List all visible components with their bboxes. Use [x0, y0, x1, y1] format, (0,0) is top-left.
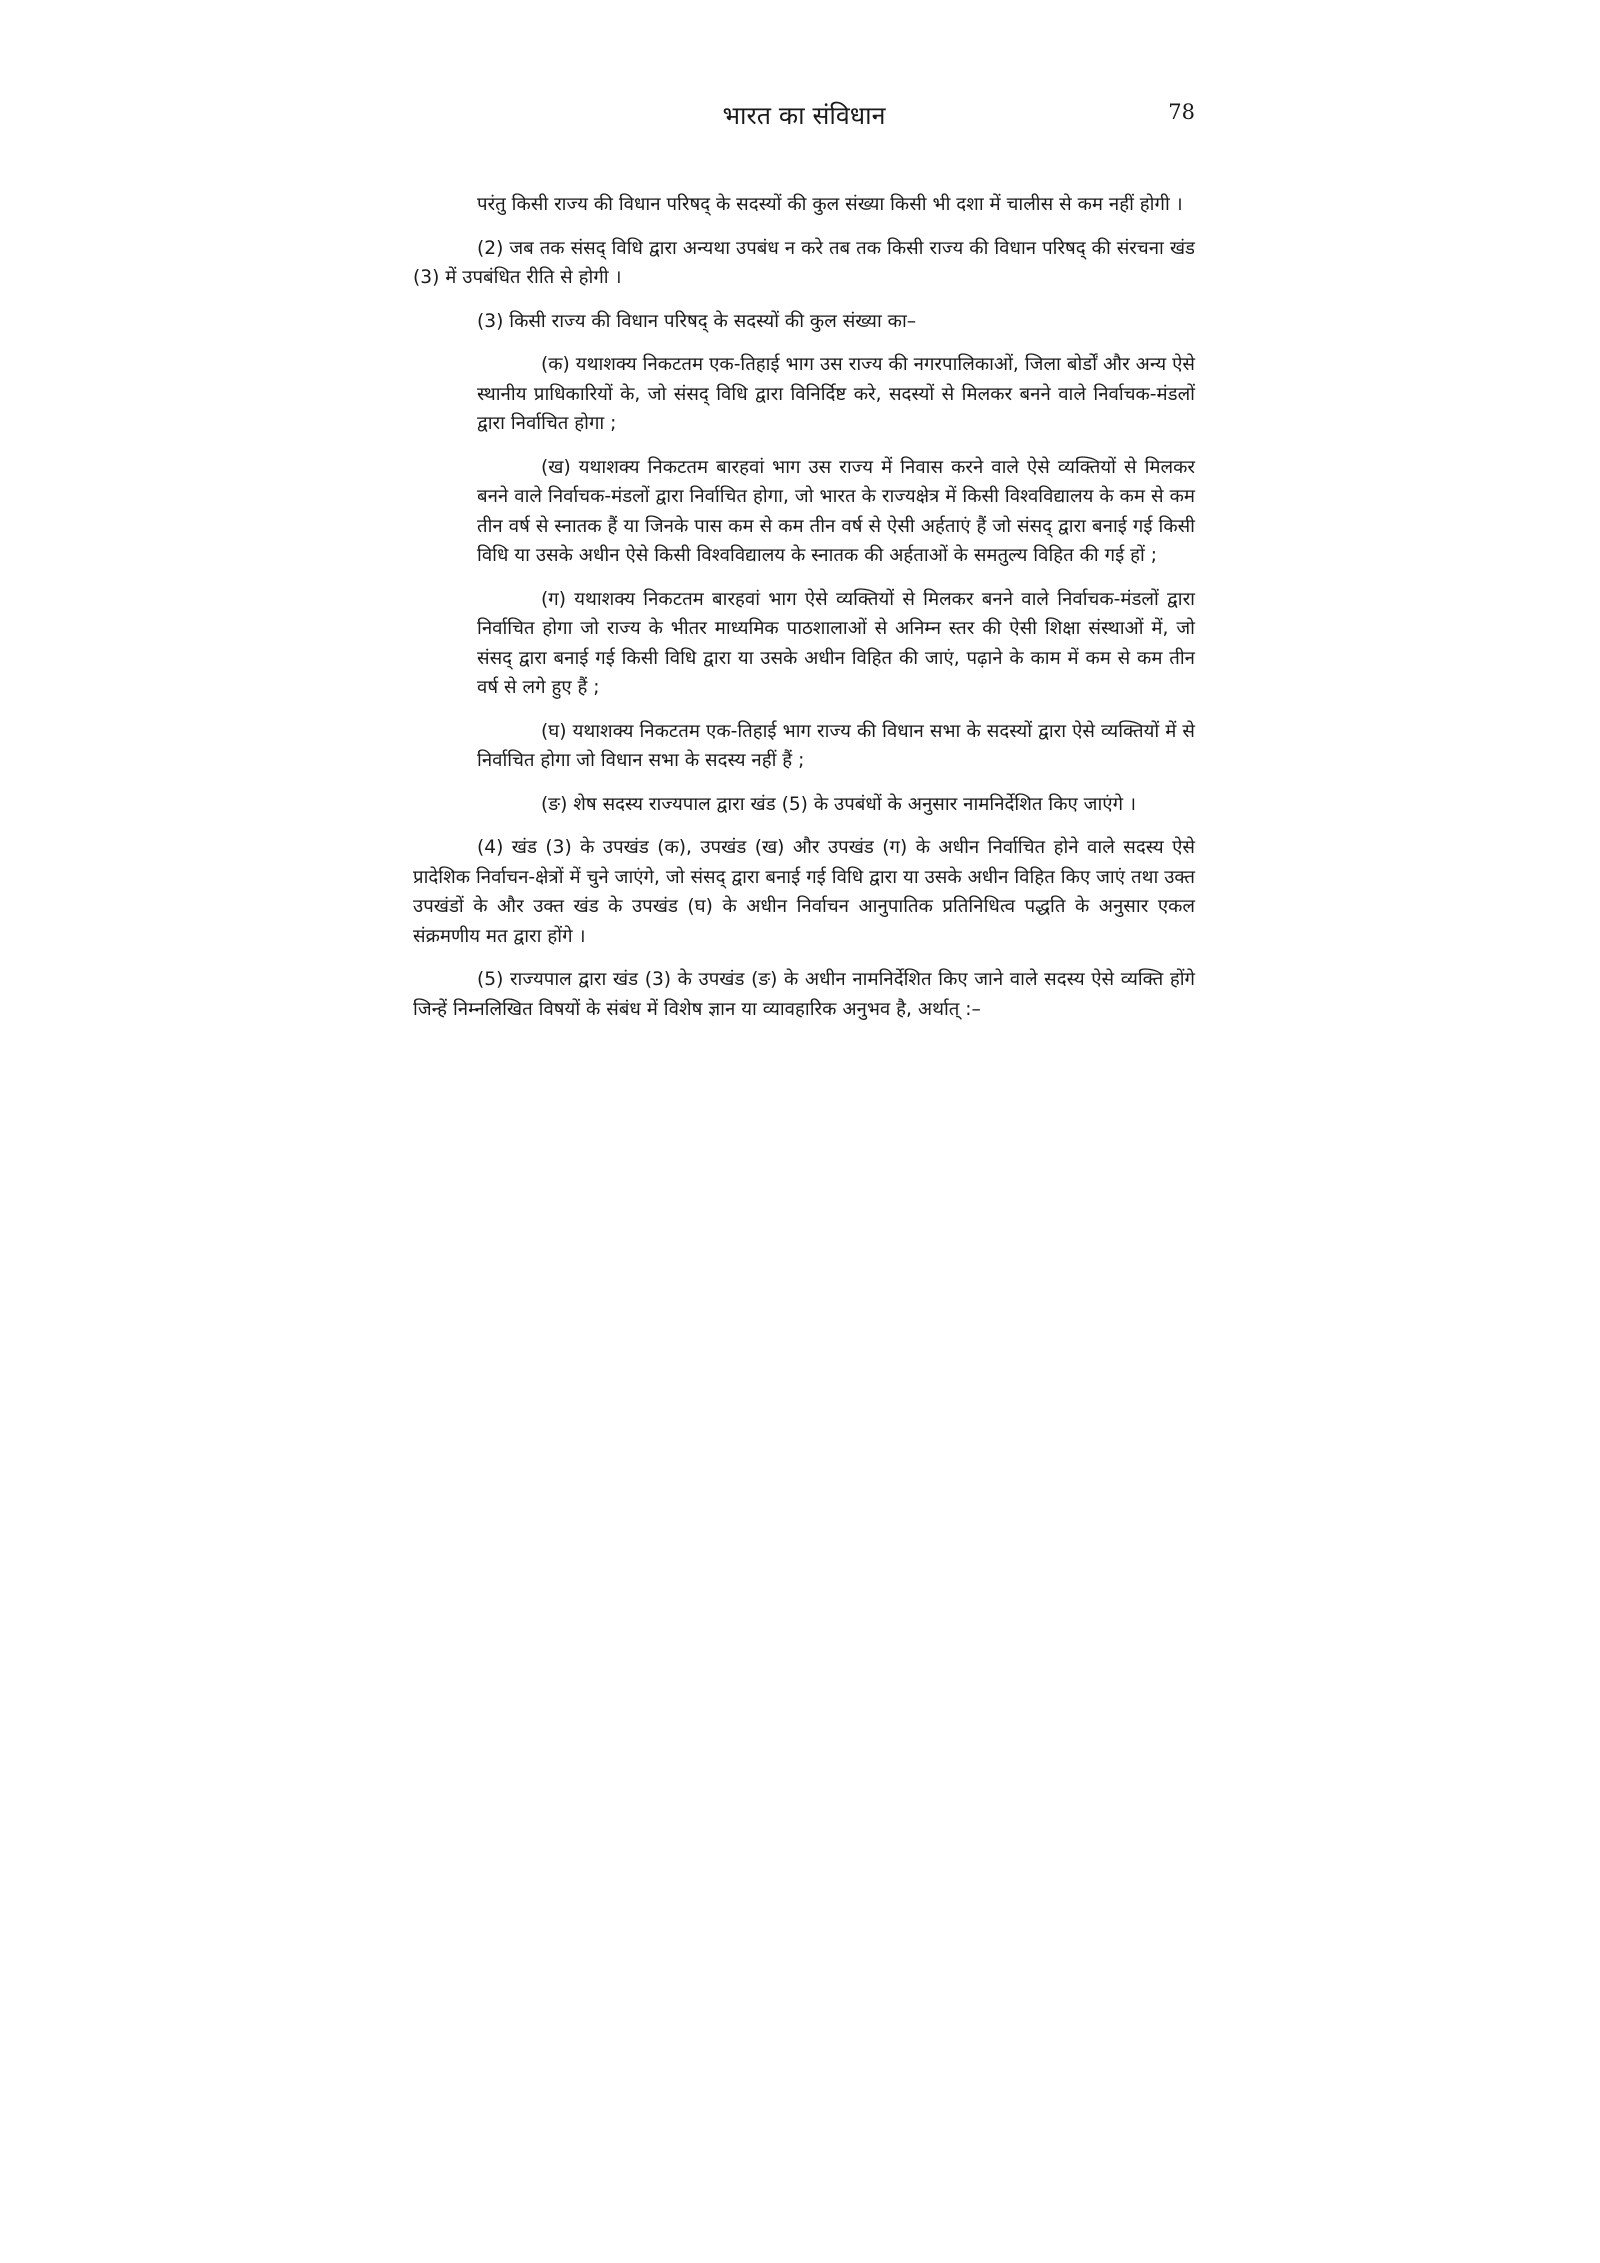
clause-4-paragraph: (4) खंड (3) के उपखंड (क), उपखंड (ख) और उपखंड (ग) के अधीन निर्वाचित होने वाले सदस्य ऐसे प्रादेशिक निर्वाचन-क्षेत्रों में चुने जाएंगे, जो संसद् द्वारा बनाई गई विधि द्वारा या उसके अधीन विहित किए जाएं तथा उक्त उपखंडों के और उक्त खंड के उपखंड (घ) के अधीन निर्वाचन आनुपातिक प्रतिनिधित्व पद्धति के अनुसार एकल संक्रमणीय मत द्वारा होंगे । [413, 837, 1195, 947]
running-header [413, 96, 1195, 136]
proviso-paragraph: परंतु किसी राज्य की विधान परिषद् के सदस्यों की कुल संख्या किसी भी दशा में चालीस से कम नहीं होगी । [477, 194, 1183, 215]
header-title: भारत का संविधान [722, 101, 886, 130]
subclause-ga: (ग) यथाशक्य निकटतम बारहवां भाग ऐसे व्यक्तियों से मिलकर बनने वाले निर्वाचक-मंडलों द्वारा निर्वाचित होगा जो राज्य के भीतर माध्यमिक पाठशालाओं से अनिम्न स्तर की ऐसी शिक्षा संस्थाओं में, जो संसद् द्वारा बनाई गई किसी विधि द्वारा या उसके अधीन विहित की जाएं, पढ़ाने के काम में कम से कम तीन वर्ष से लगे हुए हैं ; [477, 588, 1195, 698]
subclause-ka: (क) यथाशक्य निकटतम एक-तिहाई भाग उस राज्य की नगरपालिकाओं, जिला बोर्डों और अन्य ऐसे स्थानीय प्राधिकारियों के, जो संसद् विधि द्वारा विनिर्दिष्ट करे, सदस्यों से मिलकर बनने वाले निर्वाचक-मंडलों द्वारा निर्वाचित होगा ; [477, 354, 1195, 434]
body-text [413, 190, 1195, 1038]
subclause-nga: (ङ) शेष सदस्य राज्यपाल द्वारा खंड (5) के उपबंधों के अनुसार नामनिर्देशित किए जाएंगे । [541, 793, 1137, 815]
clause-3-paragraph: (3) किसी राज्य की विधान परिषद् के सदस्यों की कुल संख्या का– [477, 310, 917, 332]
subclause-kha: (ख) यथाशक्य निकटतम बारहवां भाग उस राज्य में निवास करने वाले ऐसे व्यक्तियों से मिलकर बनने वाले निर्वाचक-मंडलों द्वारा निर्वाचित होगा, जो भारत के राज्यक्षेत्र में किसी विश्वविद्यालय के कम से कम तीन वर्ष से स्नातक हैं या जिनके पास कम से कम तीन वर्ष से ऐसी अर्हताएं हैं जो संसद् द्वारा बनाई गई किसी विधि या उसके अधीन ऐसे किसी विश्वविद्यालय के स्नातक की अर्हताओं के समतुल्य विहित की गई हों ; [477, 456, 1195, 566]
clause-2-paragraph: (2) जब तक संसद् विधि द्वारा अन्यथा उपबंध न करे तब तक किसी राज्य की विधान परिषद् की संरचना खंड (3) में उपबंधित रीति से होगी । [413, 237, 1195, 288]
page-number: 78 [1168, 100, 1195, 124]
clause-5-paragraph: (5) राज्यपाल द्वारा खंड (3) के उपखंड (ङ) के अधीन नामनिर्देशित किए जाने वाले सदस्य ऐसे व्यक्ति होंगे जिन्हें निम्नलिखित विषयों के संबंध में विशेष ज्ञान या व्यावहारिक अनुभव है, अर्थात् :– [413, 969, 1195, 1020]
subclause-gha: (घ) यथाशक्य निकटतम एक-तिहाई भाग राज्य की विधान सभा के सदस्यों द्वारा ऐसे व्यक्तियों में से निर्वाचित होगा जो विधान सभा के सदस्य नहीं हैं ; [477, 720, 1195, 771]
